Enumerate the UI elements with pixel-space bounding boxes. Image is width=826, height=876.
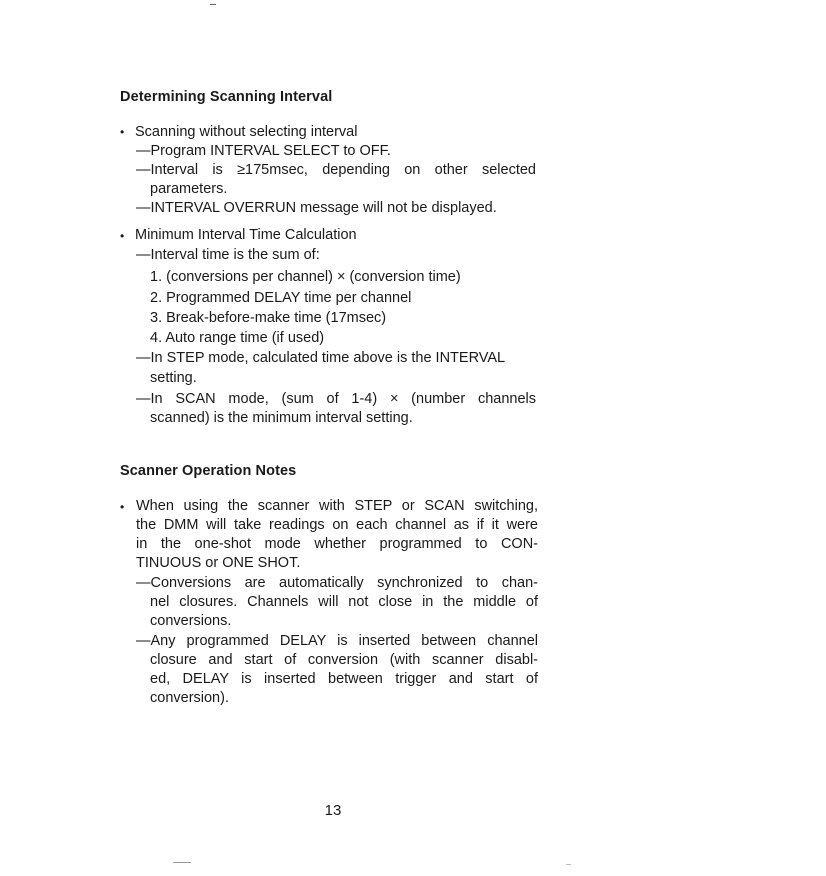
- paragraph-line: in the one-shot mode whether programmed to CON-: [136, 536, 538, 552]
- paragraph-line: When using the scanner with STEP or SCAN switching,: [136, 498, 538, 514]
- sub-item-continuation: conversion).: [150, 690, 229, 706]
- bullet-marker: •: [120, 125, 125, 139]
- list-item: —INTERVAL OVERRUN message will not be displayed.: [136, 200, 497, 216]
- list-item: —In SCAN mode, (sum of 1-4) × (number channels: [136, 391, 536, 407]
- sub-item-continuation: conversions.: [150, 613, 232, 629]
- bullet-marker: •: [120, 500, 125, 514]
- numbered-item: 3. Break-before-make time (17msec): [150, 310, 387, 326]
- list-item-continuation: scanned) is the minimum interval setting.: [150, 410, 413, 426]
- page-number: 13: [324, 802, 342, 819]
- scan-mark-top: [210, 4, 216, 5]
- list-item: —Program INTERVAL SELECT to OFF.: [136, 143, 391, 159]
- paragraph-line: the DMM will take readings on each channel as if it were: [136, 517, 538, 533]
- section-heading-scanning-interval: Determining Scanning Interval: [120, 89, 333, 105]
- sub-item: —Any programmed DELAY is inserted between channel: [136, 633, 538, 649]
- list-item-continuation: setting.: [150, 370, 197, 386]
- list-item-continuation: parameters.: [150, 181, 228, 197]
- numbered-item: 4. Auto range time (if used): [150, 330, 325, 346]
- list-item: —Interval is ≥175msec, depending on other selected: [136, 162, 536, 178]
- list-item: —In STEP mode, calculated time above is the INTERVAL: [136, 350, 506, 366]
- paragraph-line: TINUOUS or ONE SHOT.: [136, 555, 301, 571]
- sub-item: —Conversions are automatically synchronized to chan-: [136, 575, 538, 591]
- bullet-title: Scanning without selecting interval: [135, 124, 358, 140]
- scan-mark-bottom-right: [566, 864, 571, 865]
- numbered-item: 2. Programmed DELAY time per channel: [150, 290, 412, 306]
- numbered-item: 1. (conversions per channel) × (conversion time): [150, 269, 461, 285]
- scan-mark-bottom-left: [173, 862, 191, 863]
- list-item: —Interval time is the sum of:: [136, 247, 320, 263]
- bullet-marker: •: [120, 229, 125, 243]
- sub-item-continuation: nel closures. Channels will not close in the middle of: [150, 594, 538, 610]
- sub-item-continuation: closure and start of conversion (with scanner disabl-: [150, 652, 538, 668]
- section-heading-scanner-notes: Scanner Operation Notes: [120, 463, 297, 479]
- bullet-title: Minimum Interval Time Calculation: [135, 227, 357, 243]
- sub-item-continuation: ed, DELAY is inserted between trigger and start of: [150, 671, 538, 687]
